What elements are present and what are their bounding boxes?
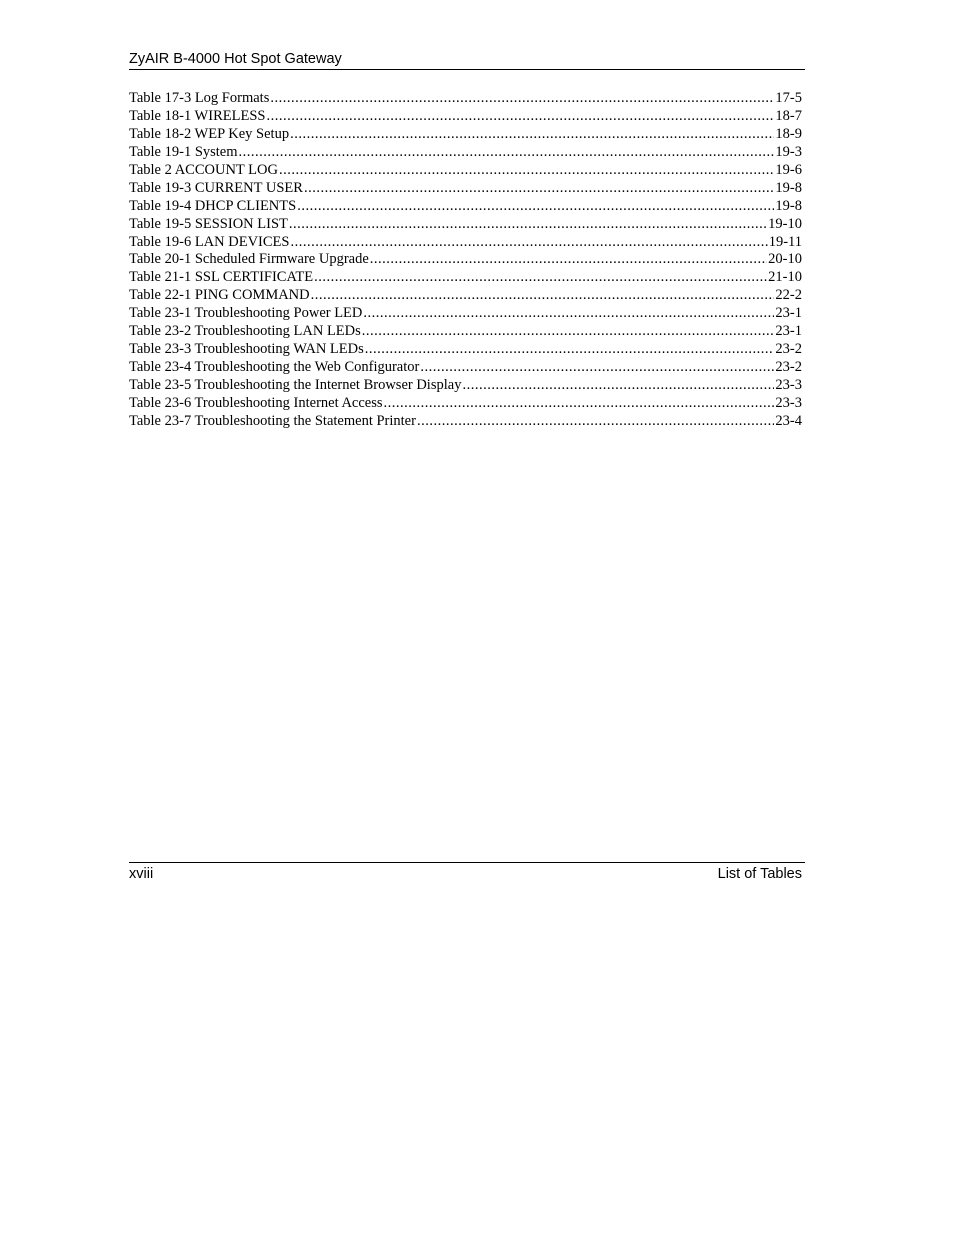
dot-leader [420, 359, 774, 377]
footer-page-number: xviii [129, 866, 154, 882]
toc-entry-page: 19-11 [768, 233, 802, 250]
dot-leader [289, 216, 767, 234]
dot-leader [363, 305, 774, 323]
toc-entry-page: 19-8 [775, 179, 802, 196]
toc-entry-page: 20-10 [768, 251, 802, 268]
toc-entry-title: Table 20-1 Scheduled Firmware Upgrade [129, 251, 369, 268]
toc-entry[interactable] [129, 126, 802, 144]
page-header [129, 49, 805, 70]
dot-leader [362, 323, 775, 341]
dot-leader [270, 90, 774, 108]
dot-leader [290, 126, 774, 144]
toc-entry[interactable] [129, 108, 802, 126]
toc-entry-page: 23-2 [775, 341, 802, 358]
dot-leader [311, 287, 775, 305]
page-footer [129, 862, 805, 884]
footer-section-title: List of Tables [717, 866, 802, 882]
toc-entry-page: 17-5 [775, 90, 802, 106]
toc-entry[interactable] [129, 198, 802, 216]
dot-leader [417, 413, 774, 431]
toc-entry-page: 18-7 [775, 107, 802, 124]
toc-entry-title: Table 23-2 Troubleshooting LAN LEDs [129, 323, 361, 340]
dot-leader [290, 234, 767, 252]
dot-leader [279, 162, 774, 180]
toc-entry-title: Table 23-1 Troubleshooting Power LED [129, 305, 363, 322]
dot-leader [370, 251, 767, 269]
toc-entry-page: 23-1 [775, 305, 802, 322]
dot-leader [384, 395, 775, 413]
toc-entry[interactable] [129, 341, 802, 359]
toc-entry-title: Table 21-1 SSL CERTIFICATE [129, 269, 314, 286]
toc-entry[interactable] [129, 180, 802, 198]
toc-entry[interactable] [129, 413, 802, 431]
toc-entry-page: 18-9 [775, 125, 802, 142]
toc-entry-title: Table 19-6 LAN DEVICES [129, 233, 290, 250]
toc-entry[interactable] [129, 90, 802, 108]
toc-entry-title: Table 23-3 Troubleshooting WAN LEDs [129, 341, 364, 358]
toc-entry[interactable] [129, 144, 802, 162]
toc-entry-title: Table 19-3 CURRENT USER [129, 179, 303, 196]
toc-entry-page: 19-10 [768, 215, 802, 232]
toc-entry-title: Table 22-1 PING COMMAND [129, 287, 310, 304]
toc-entry[interactable] [129, 287, 802, 305]
dot-leader [239, 144, 775, 162]
toc-entry[interactable] [129, 234, 802, 252]
dot-leader [365, 341, 775, 359]
toc-entry-title: Table 23-6 Troubleshooting Internet Access [129, 394, 383, 411]
toc-entry-title: Table 17-3 Log Formats [129, 90, 270, 106]
toc-entry[interactable] [129, 395, 802, 413]
toc-entry-title: Table 19-4 DHCP CLIENTS [129, 197, 297, 214]
toc-entry-title: Table 23-5 Troubleshooting the Internet Browser Display [129, 377, 462, 393]
toc-entry-title: Table 18-2 WEP Key Setup [129, 125, 290, 142]
toc-entry-page: 23-3 [775, 394, 802, 411]
toc-entry-page: 22-2 [775, 287, 802, 304]
toc-entry[interactable] [129, 305, 802, 323]
toc-entry[interactable] [129, 216, 802, 234]
toc-entry-title: Table 18-1 WIRELESS [129, 107, 266, 124]
toc-entry-page: 19-3 [775, 143, 802, 160]
toc-entry-page: 19-6 [775, 161, 802, 178]
toc-entry-page: 23-3 [775, 377, 802, 393]
toc-entry[interactable] [129, 251, 802, 269]
toc-entry-title: Table 19-1 System [129, 143, 238, 160]
toc-entry[interactable] [129, 359, 802, 377]
toc-entry[interactable] [129, 269, 802, 287]
toc-entry-page: 23-1 [775, 323, 802, 340]
dot-leader [314, 269, 767, 287]
toc-entry[interactable] [129, 323, 802, 341]
toc-entry-title: Table 19-5 SESSION LIST [129, 215, 288, 232]
toc-entry-page: 19-8 [775, 197, 802, 214]
header-title: ZyAIR B-4000 Hot Spot Gateway [129, 51, 342, 67]
toc-entry-title: Table 23-4 Troubleshooting the Web Configurator [129, 359, 420, 376]
dot-leader [304, 180, 774, 198]
dot-leader [297, 198, 774, 216]
dot-leader [266, 108, 774, 126]
toc-entry-title: Table 23-7 Troubleshooting the Statement Printer [129, 412, 416, 429]
toc-entry-page: 21-10 [768, 269, 802, 286]
dot-leader [462, 377, 774, 395]
toc-entry-title: Table 2 ACCOUNT LOG [129, 161, 278, 178]
list-of-tables [129, 90, 802, 431]
toc-entry[interactable] [129, 377, 802, 395]
toc-entry-page: 23-4 [775, 412, 802, 429]
toc-entry[interactable] [129, 162, 802, 180]
toc-entry-page: 23-2 [775, 359, 802, 376]
